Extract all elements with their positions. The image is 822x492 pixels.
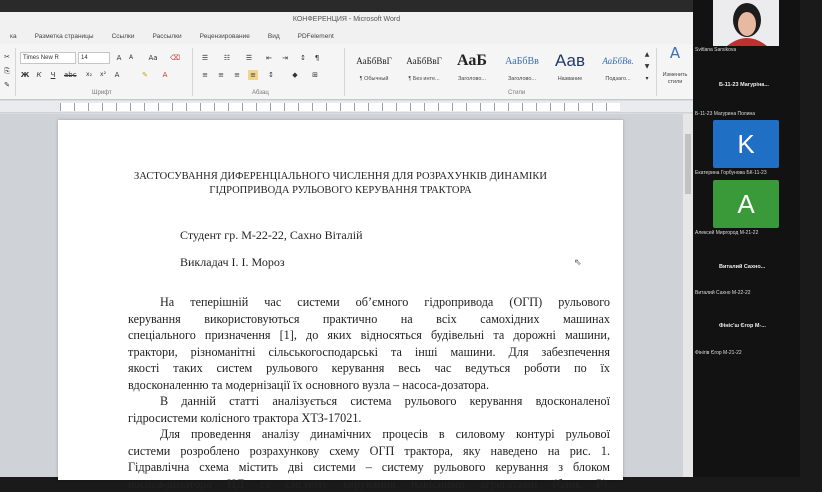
ribbon-tabs bbox=[0, 28, 693, 44]
multilevel-icon[interactable]: ☰ bbox=[244, 53, 254, 63]
participant-avatar-tile[interactable] bbox=[713, 180, 779, 228]
underline-icon[interactable]: Ч bbox=[48, 70, 58, 80]
justify-icon[interactable]: ≡ bbox=[248, 70, 258, 80]
style-no-spacing[interactable] bbox=[400, 48, 448, 88]
style-name: Подзаго... bbox=[594, 76, 642, 82]
pilcrow-icon[interactable]: ¶ bbox=[312, 53, 322, 63]
style-heading-1[interactable] bbox=[448, 48, 496, 88]
participant-name: Алексей Миргород М-21-22 bbox=[695, 230, 798, 236]
title-line: ГІДРОПРИВОДА РУЛЬОВОГО КЕРУВАННЯ ТРАКТОРА bbox=[58, 184, 623, 198]
style-name: ¶ Обычный bbox=[350, 76, 398, 82]
grow-font-icon[interactable]: A bbox=[114, 53, 124, 63]
body-line: якості таких систем рульового керування весь час ведуться роботи по їх bbox=[128, 360, 610, 377]
body-line: гідросистеми колісного трактора ХТЗ-17021. bbox=[128, 410, 610, 427]
body-line: Гідравлічна схема містить дві системи – систему рульового керування з блоком bbox=[128, 459, 610, 476]
strikethrough-icon[interactable]: abc bbox=[64, 70, 74, 80]
increase-indent-icon[interactable]: ⇥ bbox=[280, 53, 290, 63]
shrink-font-icon[interactable]: A bbox=[126, 53, 136, 63]
format-painter-icon[interactable]: ✎ bbox=[2, 80, 12, 90]
change-case-icon[interactable]: Aa bbox=[148, 53, 158, 63]
style-name: Название bbox=[546, 76, 594, 82]
font-color-icon[interactable]: A bbox=[160, 70, 170, 80]
bullets-icon[interactable]: ☰ bbox=[200, 53, 210, 63]
participant-avatar-tile[interactable] bbox=[713, 120, 779, 168]
participant-name: Svitlana Sarsikova bbox=[695, 47, 798, 53]
participant-video-icon bbox=[713, 0, 779, 46]
vertical-scrollbar[interactable] bbox=[683, 114, 693, 477]
clear-format-icon[interactable]: ⌫ bbox=[170, 53, 180, 63]
scrollbar-thumb[interactable] bbox=[685, 134, 691, 194]
tab-mailings[interactable]: Рассылки bbox=[152, 33, 181, 40]
body-line: спеціального призначення [1], до яких відносяться будівельні та дорожні машини, bbox=[128, 327, 610, 344]
student-line: Студент гр. М-22-22, Сахно Віталій bbox=[180, 228, 363, 243]
style-sample: АаБбВв. bbox=[594, 56, 642, 66]
body-line: В данній статті аналізується система рульового керування вдосконаленої bbox=[128, 393, 610, 410]
change-styles-label[interactable]: Изменить стили bbox=[658, 72, 692, 86]
teacher-line: Викладач І. І. Мороз bbox=[180, 255, 363, 270]
text-effects-icon[interactable]: A bbox=[112, 70, 122, 80]
style-name: Заголово... bbox=[448, 76, 496, 82]
style-sample: АаБбВвГ bbox=[400, 56, 448, 66]
align-center-icon[interactable]: ≡ bbox=[216, 70, 226, 80]
change-styles-icon[interactable]: A bbox=[664, 48, 686, 66]
style-sample: АаБбВвГ bbox=[350, 56, 398, 66]
font-size-box[interactable]: 14 bbox=[78, 52, 110, 64]
participant-name: Б-11-23 Магурінa... bbox=[719, 82, 822, 88]
body-line: Для проведення аналізу динамічних процесів в силовому контурі рульової bbox=[128, 426, 610, 443]
window-title: КОНФЕРЕНЦИЯ - Microsoft Word bbox=[0, 12, 693, 28]
body-line: вдосконаленню та модернізації їх основного вузла – насоса-дозатора. bbox=[128, 377, 610, 394]
tab-references[interactable]: Ссылки bbox=[112, 33, 135, 40]
body-line: трактори, різноманітні сільськогосподарські та інші машини. Для забезпечення bbox=[128, 344, 610, 361]
style-heading-2[interactable] bbox=[498, 48, 546, 88]
meeting-panel bbox=[693, 0, 800, 477]
participant-name: Виталий Сахно... bbox=[719, 264, 822, 270]
horizontal-ruler bbox=[0, 101, 693, 113]
subscript-icon[interactable]: x₂ bbox=[84, 70, 94, 80]
style-sample: Аав bbox=[546, 51, 594, 71]
style-subtitle[interactable] bbox=[594, 48, 642, 88]
italic-icon[interactable]: К bbox=[34, 70, 44, 80]
superscript-icon[interactable]: x² bbox=[98, 70, 108, 80]
participant-video-tile[interactable] bbox=[713, 0, 779, 46]
ribbon bbox=[0, 44, 693, 100]
group-paragraph-label: Абзац bbox=[252, 90, 269, 96]
tab-page-layout[interactable]: Разметка страницы bbox=[35, 33, 94, 40]
document-body bbox=[128, 294, 610, 492]
tab-home[interactable]: ка bbox=[10, 33, 17, 40]
tab-review[interactable]: Рецензирование bbox=[200, 33, 250, 40]
participant-name: Виталий Сахно М-22-22 bbox=[695, 290, 798, 296]
mouse-cursor-icon: ⇖ bbox=[574, 258, 582, 268]
group-font-label: Шрифт bbox=[92, 90, 112, 96]
numbering-icon[interactable]: ☷ bbox=[222, 53, 232, 63]
avatar-initial: K bbox=[713, 120, 779, 168]
group-styles-label: Стили bbox=[508, 90, 525, 96]
borders-icon[interactable]: ⊞ bbox=[310, 70, 320, 80]
tab-view[interactable]: Вид bbox=[268, 33, 280, 40]
highlight-icon[interactable]: ✎ bbox=[140, 70, 150, 80]
sort-icon[interactable]: ↕ bbox=[298, 53, 308, 63]
participant-name: Фініс'ш Єгор М-... bbox=[719, 323, 822, 329]
styles-more-icon[interactable]: ▾ bbox=[642, 74, 652, 84]
styles-scroll-down-icon[interactable]: ▼ bbox=[642, 62, 652, 72]
author-block bbox=[180, 228, 363, 282]
tab-pdfelement[interactable]: PDFelement bbox=[298, 33, 334, 40]
avatar-initial: A bbox=[713, 180, 779, 228]
document-title bbox=[58, 170, 623, 198]
top-strip bbox=[0, 0, 693, 12]
style-title[interactable] bbox=[546, 48, 594, 88]
styles-scroll-up-icon[interactable]: ▲ bbox=[642, 50, 652, 60]
copy-icon[interactable]: ⎘ bbox=[2, 66, 12, 76]
shading-icon[interactable]: ◆ bbox=[290, 70, 300, 80]
bold-icon[interactable]: Ж bbox=[20, 70, 30, 80]
participant-name: Екатерина Горбунова БК-11-23 bbox=[695, 170, 798, 176]
cut-icon[interactable]: ✂ bbox=[2, 52, 12, 62]
decrease-indent-icon[interactable]: ⇤ bbox=[264, 53, 274, 63]
title-line: ЗАСТОСУВАННЯ ДИФЕРЕНЦІАЛЬНОГО ЧИСЛЕННЯ ДЛЯ РОЗРАХУНКІВ ДИНАМІКИ bbox=[58, 170, 623, 184]
body-line: насоса-дозатора НД та систему керування навісними агрегатами (блок Р). bbox=[128, 476, 610, 492]
style-name: Заголово... bbox=[498, 76, 546, 82]
font-name-box[interactable]: Times New R bbox=[20, 52, 76, 64]
participant-name: Фінігів Єгор М-21-22 bbox=[695, 350, 798, 356]
style-sample: АаБбВв bbox=[498, 56, 546, 67]
document-page[interactable] bbox=[58, 120, 623, 480]
align-left-icon[interactable]: ≡ bbox=[200, 70, 210, 80]
style-name: ¶ Без инте... bbox=[400, 76, 448, 82]
line-spacing-icon[interactable]: ↕ bbox=[266, 70, 276, 80]
document-area bbox=[0, 114, 693, 477]
body-line: керування використовуються практично на всіх самохідних машинах bbox=[128, 311, 610, 328]
participant-name: Б-11-23 Магурина Полина bbox=[695, 111, 798, 117]
body-line: На теперішній час системи об’ємного гідропривода (ОГП) рульового bbox=[128, 294, 610, 311]
style-normal[interactable] bbox=[350, 48, 398, 88]
align-right-icon[interactable]: ≡ bbox=[232, 70, 242, 80]
style-sample: АаБ bbox=[448, 52, 496, 70]
body-line: системи розроблено розрахункову схему ОГП трактора, яку наведено на рис. 1. bbox=[128, 443, 610, 460]
